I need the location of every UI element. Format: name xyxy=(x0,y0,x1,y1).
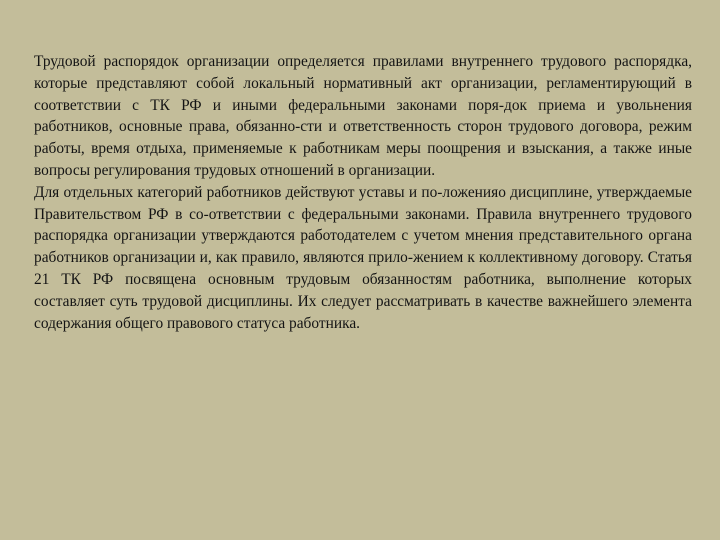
paragraph-discipline: Для отдельных категорий работников действуют уставы и по-ложенияо дисциплине, утверждаемые Правительством РФ в со-ответствии с федеральными законами. Правила внутреннего трудового распорядка организации утверждаются работодателем с учетом мнения представительного органа работников организации и, как правило, являются прило-жением к коллективному договору. Статья 21 ТК РФ посвящена основным трудовым обязанностям работника, выполнение которых составляет суть трудовой дисциплины. Их следует рассматривать в качестве важнейшего элемента содержания общего правового статуса работника. xyxy=(34,183,692,332)
body-text xyxy=(34,51,692,334)
paragraph-labor-schedule: Трудовой распорядок организации определяется правилами внутреннего трудового распорядка, которые представляют собой локальный нормативный акт организации, регламентирующий в соответствии с ТК РФ и иными федеральными законами поря-док приема и увольнения работников, основные права, обязанно-сти и ответственность сторон трудового договора, режим работы, время отдыха, применяемые к работникам меры поощрения и взыскания, а также иные вопросы регулирования трудовых отношений в организации. xyxy=(34,53,692,179)
